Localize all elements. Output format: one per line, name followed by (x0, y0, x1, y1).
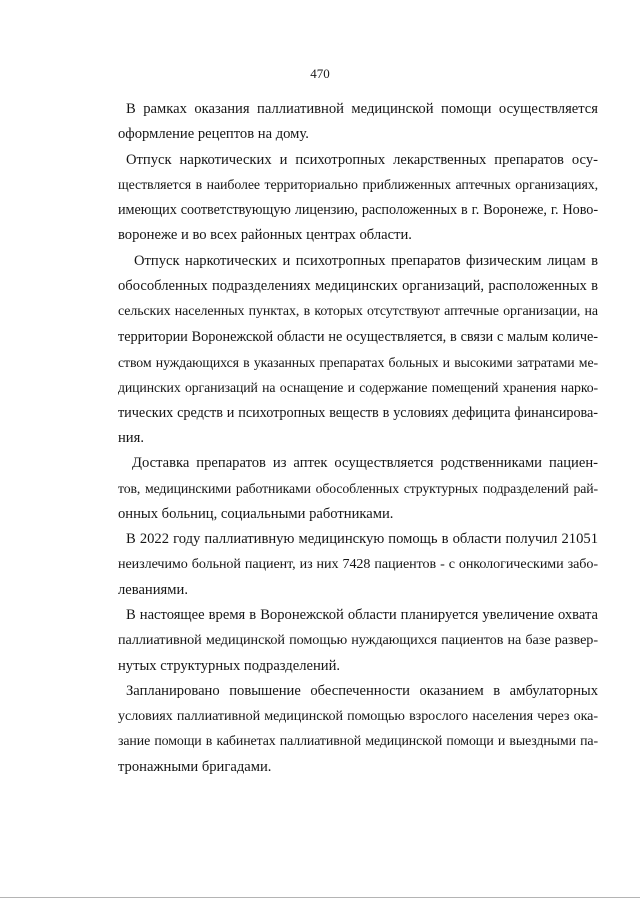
text-line: оформление рецептов на дому. (118, 126, 309, 143)
paragraph (118, 148, 598, 249)
text-line: обособленных подразделениях медицинских организаций, расположенных в (118, 278, 598, 295)
text-line: онных больниц, социальными работниками. (118, 505, 394, 522)
text-line: территории Воронежской области не осуществляется, в связи с малым количе- (118, 328, 598, 345)
paragraph (118, 603, 598, 679)
page-number: 470 (310, 66, 330, 81)
text-line: В 2022 году паллиативную медицинскую помощь в области получил 21051 (126, 531, 598, 548)
text-line: В рамках оказания паллиативной медицинской помощи осуществляется (126, 101, 598, 117)
text-line: Запланировано повышение обеспеченности оказанием в амбулаторных (126, 682, 598, 699)
text-line: нутых структурных подразделений. (118, 657, 341, 674)
paragraph (118, 527, 598, 603)
text-line: ния. (118, 429, 144, 446)
text-line: условиях паллиативной медицинской помощью взрослого населения через ока- (118, 708, 598, 725)
text-line: леваниями. (118, 581, 188, 598)
text-line: тронажными бригадами. (118, 758, 272, 775)
text-line: неизлечимо больной пациент, из них 7428 пациентов - с онкологическими забо- (118, 556, 598, 573)
text-line: ществляется в наиболее территориально приближенных аптечных организациях, (118, 177, 598, 193)
text-line: дицинских организаций на оснащение и содержание помещений хранения нарко- (118, 380, 598, 396)
text-line: В настоящее время в Воронежской области планируется увеличение охвата (126, 606, 598, 623)
paragraph (118, 97, 598, 148)
text-line: Доставка препаратов из аптек осуществляется родственниками пациен- (132, 455, 598, 472)
text-line: тов, медицинскими работниками обособленных структурных подразделений рай- (118, 481, 598, 497)
paragraph (118, 451, 598, 527)
text-line: воронеже и во всех районных центрах области. (118, 227, 412, 244)
text-line: Отпуск наркотических и психотропных препаратов физическим лицам в (134, 252, 598, 269)
text-line: Отпуск наркотических и психотропных лекарственных препаратов осу- (126, 151, 598, 168)
paragraph (118, 679, 598, 780)
scan-bottom-edge (0, 897, 640, 898)
text-line: имеющих соответствующую лицензию, расположенных в г. Воронеже, г. Ново- (118, 202, 598, 219)
text-line: ством нуждающихся в указанных препаратах больных и высокими затратами ме- (118, 354, 598, 370)
text-line: зание помощи в кабинетах паллиативной медицинской помощи и выездными па- (118, 734, 598, 750)
document-body (118, 97, 598, 780)
text-line: паллиативной медицинской помощью нуждающихся пациентов на базе развер- (118, 632, 598, 649)
text-line: тических средств и психотропных веществ в условиях дефицита финансирова- (118, 404, 598, 421)
paragraph (118, 249, 598, 451)
text-line: сельских населенных пунктах, в которых отсутствуют аптечные организации, на (118, 304, 598, 320)
